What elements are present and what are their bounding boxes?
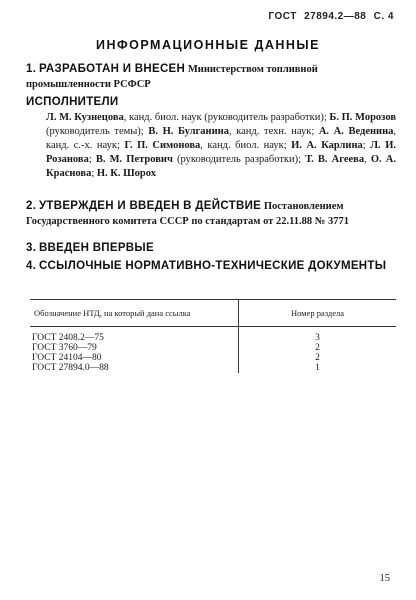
performer-name: О. А. Краснова <box>46 154 397 179</box>
performer-name: И. А. Карлина <box>291 140 363 151</box>
section-1 <box>26 62 396 92</box>
performer-role: , канд. с.-х. наук; <box>46 126 396 151</box>
table-row <box>30 327 396 344</box>
table-row <box>30 343 396 353</box>
section-2-body: Постановлением Государственного комитета СССР по стандартам от 22.11.88 № 3771 <box>26 201 349 227</box>
section-4-number: 4. <box>26 260 37 272</box>
ref-doc-cell: ГОСТ 24104—80 <box>30 353 239 363</box>
performer-role: ; <box>91 168 97 179</box>
ispolniteli-heading: ИСПОЛНИТЕЛИ <box>26 96 119 108</box>
section-3-heading: ВВЕДЕН ВПЕРВЫЕ <box>38 242 154 254</box>
col-header-section: Номер раздела <box>239 300 397 327</box>
header-doc-label: ГОСТ <box>268 11 297 22</box>
section-1-number: 1. <box>26 63 37 75</box>
header-doc-number: 27894.2—88 <box>304 11 367 22</box>
performer-name: В. М. Петрович <box>95 154 173 165</box>
section-4-heading: ССЫЛОЧНЫЕ НОРМАТИВНО-ТЕХНИЧЕСКИЕ ДОКУМЕНТЫ <box>38 260 387 272</box>
table-header-row <box>30 300 396 327</box>
references-table-body <box>30 327 396 374</box>
page-number: 15 <box>379 573 390 584</box>
section-3 <box>26 241 396 255</box>
section-1-heading: РАЗРАБОТАН И ВНЕСЕН <box>38 63 186 75</box>
performer-role: (руководитель темы); <box>46 126 149 137</box>
ref-section-cell: 2 <box>315 353 320 363</box>
page-title: ИНФОРМАЦИОННЫЕ ДАННЫЕ <box>95 38 321 52</box>
section-3-number: 3. <box>26 242 37 254</box>
performer-name: Б. П. Морозов <box>329 112 396 123</box>
performer-name: Т. В. Агеева <box>305 154 365 165</box>
performer-name: А. А. Веденина <box>318 126 394 137</box>
performer-role: ; <box>362 140 371 151</box>
ref-doc-cell: ГОСТ 3760—79 <box>30 343 239 353</box>
section-2 <box>26 199 396 229</box>
performer-name: В. Н. Булганина <box>148 126 229 137</box>
performer-role: , <box>364 154 371 165</box>
section-4 <box>26 259 396 273</box>
performer-name: Л. И. Розанова <box>46 140 396 165</box>
ispolniteli-list <box>46 111 396 181</box>
ispolniteli-section <box>26 95 396 109</box>
header-page-ref: С. 4 <box>373 11 394 22</box>
section-2-number: 2. <box>26 200 37 212</box>
ref-doc-cell: ГОСТ 27894.0—88 <box>30 363 239 373</box>
col-header-doc: Обозначение НТД, на который дана ссылка <box>30 300 239 327</box>
ref-doc-cell: ГОСТ 2408.2—75 <box>30 327 239 344</box>
performer-role: , канд. биол. наук; <box>200 140 292 151</box>
ref-section-cell: 1 <box>315 363 320 373</box>
performer-role: , канд. биол. наук (руководитель разработки); <box>123 112 330 123</box>
performer-name: Л. М. Кузнецова <box>46 112 124 123</box>
table-row <box>30 363 396 373</box>
references-table <box>30 299 396 373</box>
performer-role: , канд. техн. наук; <box>228 126 319 137</box>
section-1-body: Министерством топливной промышленности РСФСР <box>26 64 318 90</box>
ref-section-cell: 2 <box>315 343 320 353</box>
performer-name: Г. П. Симонова <box>124 140 201 151</box>
section-2-heading: УТВЕРЖДЕН И ВВЕДЕН В ДЕЙСТВИЕ <box>38 200 262 212</box>
performer-name: Н. К. Шорох <box>96 168 157 179</box>
ref-section-cell: 3 <box>315 333 320 343</box>
performer-role: (руководитель разработки); <box>172 154 306 165</box>
running-header <box>264 11 394 22</box>
performer-role: ; <box>88 154 96 165</box>
table-row <box>30 353 396 363</box>
